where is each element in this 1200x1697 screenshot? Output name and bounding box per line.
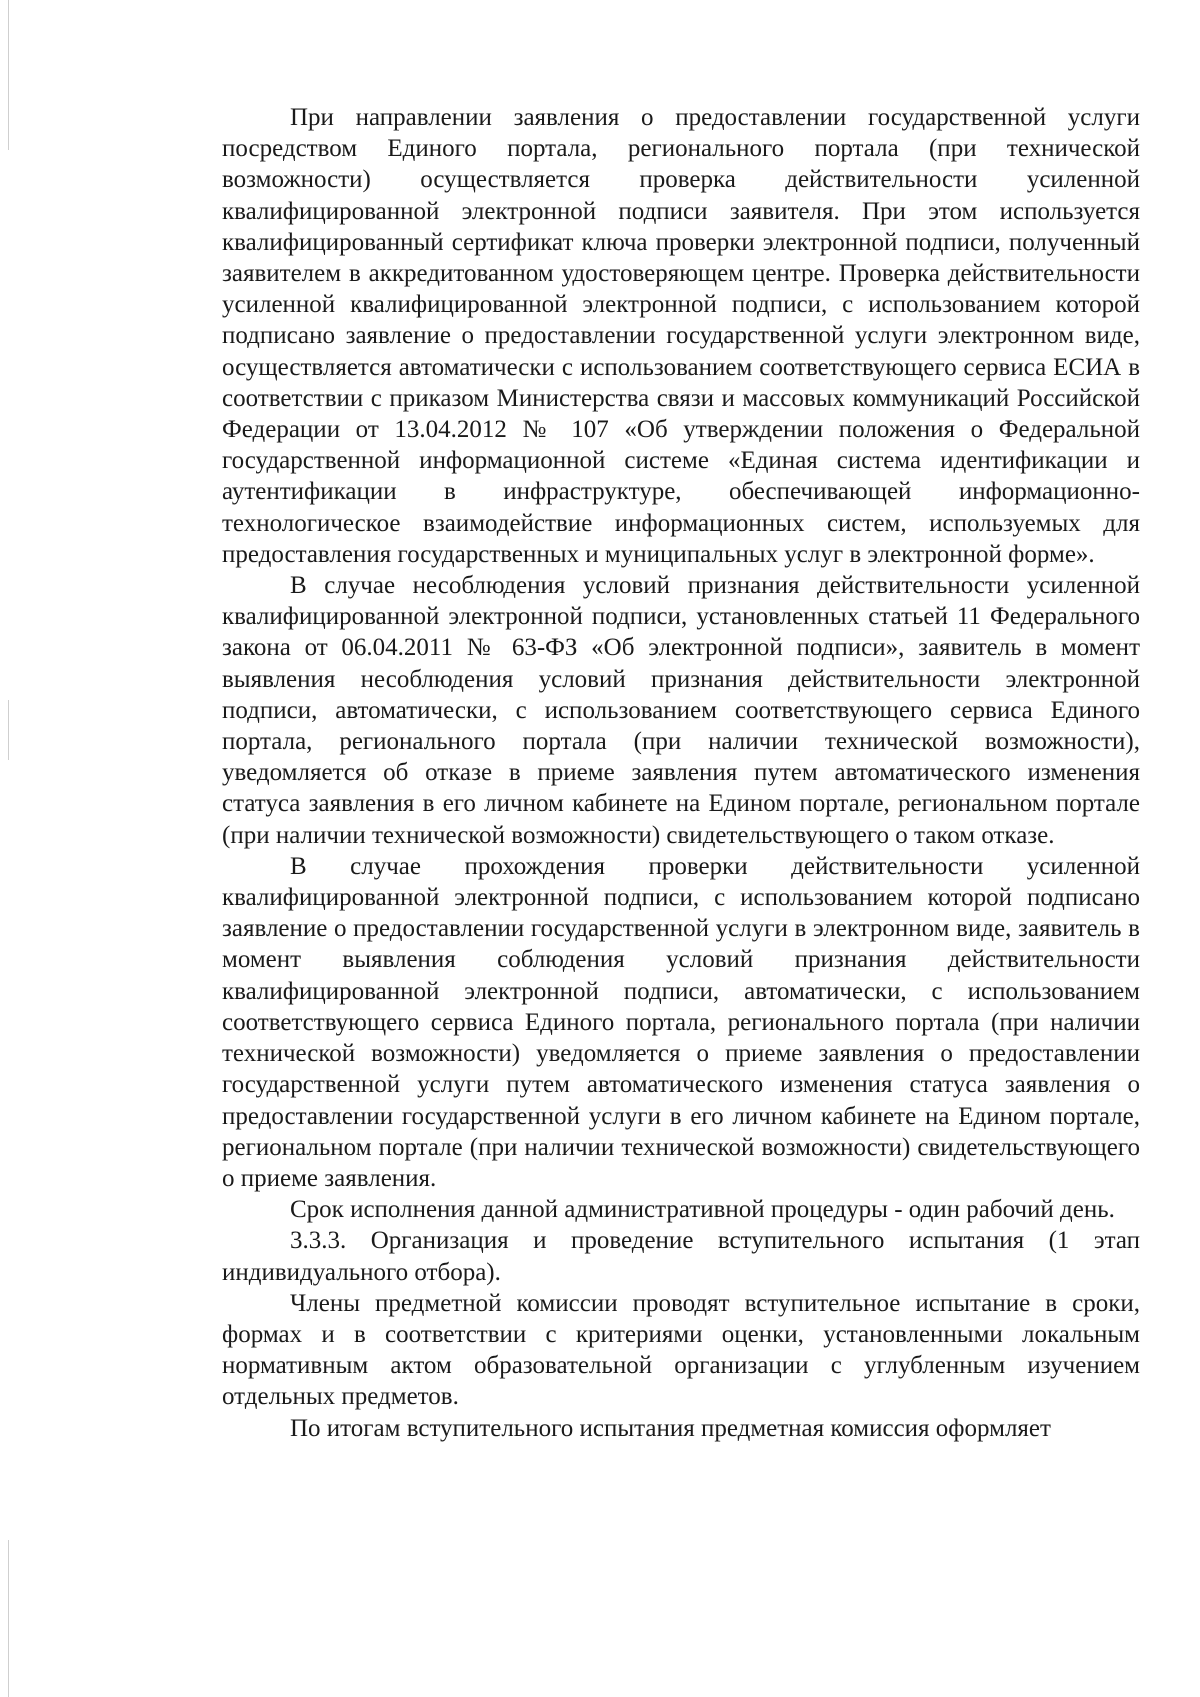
paragraph-section-3-3-3: 3.3.3. Организация и проведение вступительного испытания (1 этап индивидуального отбора).: [222, 1227, 1140, 1286]
scan-edge-line: [8, 0, 9, 150]
paragraph-signature-failure: В случае несоблюдения условий признания действительности усиленной квалифицированной электронной подписи, установленных статьей 11 Федерального закона от 06.04.2011 № 63-ФЗ «Об электронной подписи», заявитель в момент выявления несоблюдения условий признания действительности электронной подписи, автоматически, с использованием соответствующего сервиса Единого портала, регионального портала (при наличии технической возможности), уведомляется об отказе в приеме заявления путем автоматического изменения статуса заявления в его личном кабинете на Едином портале, региональном портале (при наличии технической возможности) свидетельствующего о таком отказе.: [222, 572, 1140, 849]
paragraph-signature-verification: При направлении заявления о предоставлении государственной услуги посредством Единого портала, регионального портала (при технической возможности) осуществляется проверка действительности усиленной квалифицированной электронной подписи заявителя. При этом используется квалифицированный сертификат ключа проверки электронной подписи, полученный заявителем в аккредитованном удостоверяющем центре. Проверка действительности усиленной квалифицированной электронной подписи, с использованием которой подписано заявление о предоставлении государственной услуги электронном виде, осуществляется автоматически с использованием соответствующего сервиса ЕСИА в соответствии с приказом Министерства связи и массовых коммуникаций Российской Федерации от 13.04.2012 № 107 «Об утверждении положения о Федеральной государственной информационной системе «Единая система идентификации и аутентификации в инфраструктуре, обеспечивающей информационно-технологическое взаимодействие информационных систем, используемых для предоставления государственных и муниципальных услуг в электронной форме».: [222, 104, 1140, 568]
paragraph-procedure-deadline: Срок исполнения данной административной процедуры - один рабочий день.: [290, 1196, 1115, 1224]
document-body: [222, 102, 1140, 1444]
scan-edge-line: [8, 700, 9, 760]
paragraph-commission-testing: Члены предметной комиссии проводят вступительное испытание в сроки, формах и в соответствии с критериями оценки, установленными локальным нормативным актом образовательной организации с углубленным изучением отдельных предметов.: [222, 1289, 1140, 1411]
scan-edge-line: [8, 1540, 9, 1697]
paragraph-signature-success: В случае прохождения проверки действительности усиленной квалифицированной электронной подписи, с использованием которой подписано заявление о предоставлении государственной услуги в электронном виде, заявитель в момент выявления соблюдения условий признания действительности квалифицированной электронной подписи, автоматически, с использованием соответствующего сервиса Единого портала, регионального портала (при наличии технической возможности) уведомляется о приеме заявления о предоставлении государственной услуги путем автоматического изменения статуса заявления о предоставлении государственной услуги в его личном кабинете на Едином портале, региональном портале (при наличии технической возможности) свидетельствующего о приеме заявления.: [222, 852, 1140, 1192]
paragraph-test-results: По итогам вступительного испытания предметная комиссия оформляет: [290, 1414, 1051, 1442]
